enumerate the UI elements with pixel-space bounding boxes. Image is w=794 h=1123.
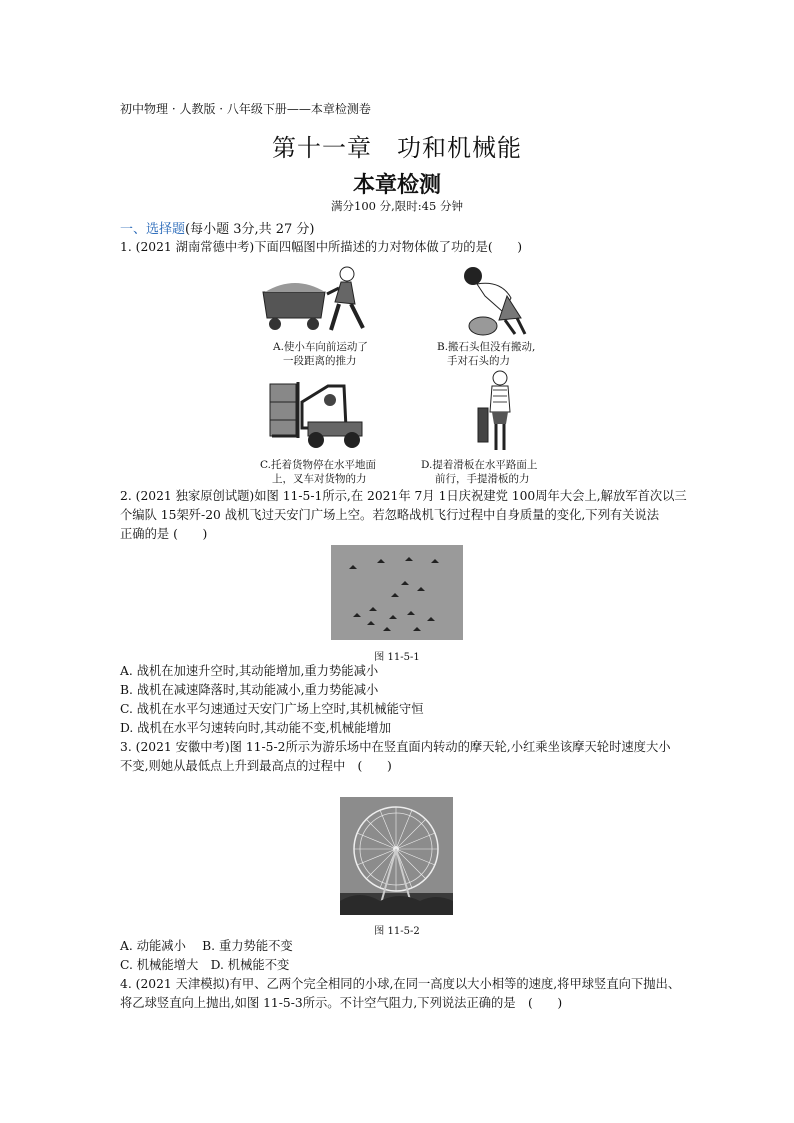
q2-stem-line3: 正确的是 ( ) xyxy=(120,527,208,541)
figure-caption-11-5-1: 图 11-5-1 xyxy=(374,652,420,663)
q2-option-c: C. 战机在水平匀速通过天安门广场上空时,其机械能守恒 xyxy=(120,702,424,716)
figure-d-skateboard xyxy=(474,370,524,454)
q1-option-b-line2: 手对石头的力 xyxy=(447,355,510,367)
figure-jets-photo xyxy=(331,545,463,640)
section-heading xyxy=(120,218,315,237)
q3-stem-line1: 3. (2021 安徽中考)图 11-5-2所示为游乐场中在竖直面内转动的摩天轮,小红乘坐该摩天轮时速度大小 xyxy=(120,740,671,754)
q2-option-d: D. 战机在水平匀速转向时,其动能不变,机械能增加 xyxy=(120,721,391,735)
q1-option-d-line1: D.提着滑板在水平路面上 xyxy=(421,459,538,471)
figure-a-cart xyxy=(255,262,375,338)
q1-option-a-line1: A.使小车向前运动了 xyxy=(273,341,368,353)
section-label: 一、选择题 xyxy=(120,222,186,237)
test-title: 本章检测 xyxy=(352,173,441,198)
score-info: 满分100 分,限时:45 分钟 xyxy=(331,199,463,213)
q2-option-b: B. 战机在减速降落时,其动能减小,重力势能减小 xyxy=(120,683,379,697)
q1-option-b-line1: B.搬石头但没有搬动, xyxy=(437,341,536,353)
q2-stem-line1: 2. (2021 独家原创试题)如图 11-5-1所示,在 2021年 7月 1日庆祝建党 100周年大会上,解放军首次以三 xyxy=(120,489,687,503)
q3-options-cd: C. 机械能增大 D. 机械能不变 xyxy=(120,958,290,972)
q2-stem-line2: 个编队 15架歼-20 战机飞过天安门广场上空。若忽略战机飞行过程中自身质量的变化,下列有关说法 xyxy=(120,508,660,522)
q3-options-ab: A. 动能减小 B. 重力势能不变 xyxy=(120,939,293,953)
header-line: 初中物理 · 人教版 · 八年级下册——本章检测卷 xyxy=(120,102,371,116)
q1-option-a-line2: 一段距离的推力 xyxy=(283,355,357,367)
chapter-title: 第十一章 功和机械能 xyxy=(272,134,522,162)
figure-ferris-wheel-photo xyxy=(340,797,453,915)
section-note: (每小题 3分,共 27 分) xyxy=(185,222,315,237)
figure-c-forklift xyxy=(268,378,368,450)
q4-stem-line1: 4. (2021 天津模拟)有甲、乙两个完全相同的小球,在同一高度以大小相等的速度,将甲球竖直向下抛出、 xyxy=(120,977,681,991)
q1-option-c-line1: C.托着货物停在水平地面 xyxy=(260,459,376,471)
q4-stem-line2: 将乙球竖直向上抛出,如图 11-5-3所示。不计空气阻力,下列说法正确的是 ( ) xyxy=(120,996,563,1010)
figure-caption-11-5-2: 图 11-5-2 xyxy=(374,926,420,937)
q3-stem-line2: 不变,则她从最低点上升到最高点的过程中 ( ) xyxy=(120,759,392,773)
q2-option-a: A. 战机在加速升空时,其动能增加,重力势能减小 xyxy=(120,664,379,678)
q1-option-c-line2: 上，叉车对货物的力 xyxy=(272,473,367,485)
q1-option-d-line2: 前行，手提滑板的力 xyxy=(435,473,530,485)
q1-stem: 1. (2021 湖南常德中考)下面四幅图中所描述的力对物体做了功的是( ) xyxy=(120,240,523,254)
figure-b-stone xyxy=(455,262,530,338)
